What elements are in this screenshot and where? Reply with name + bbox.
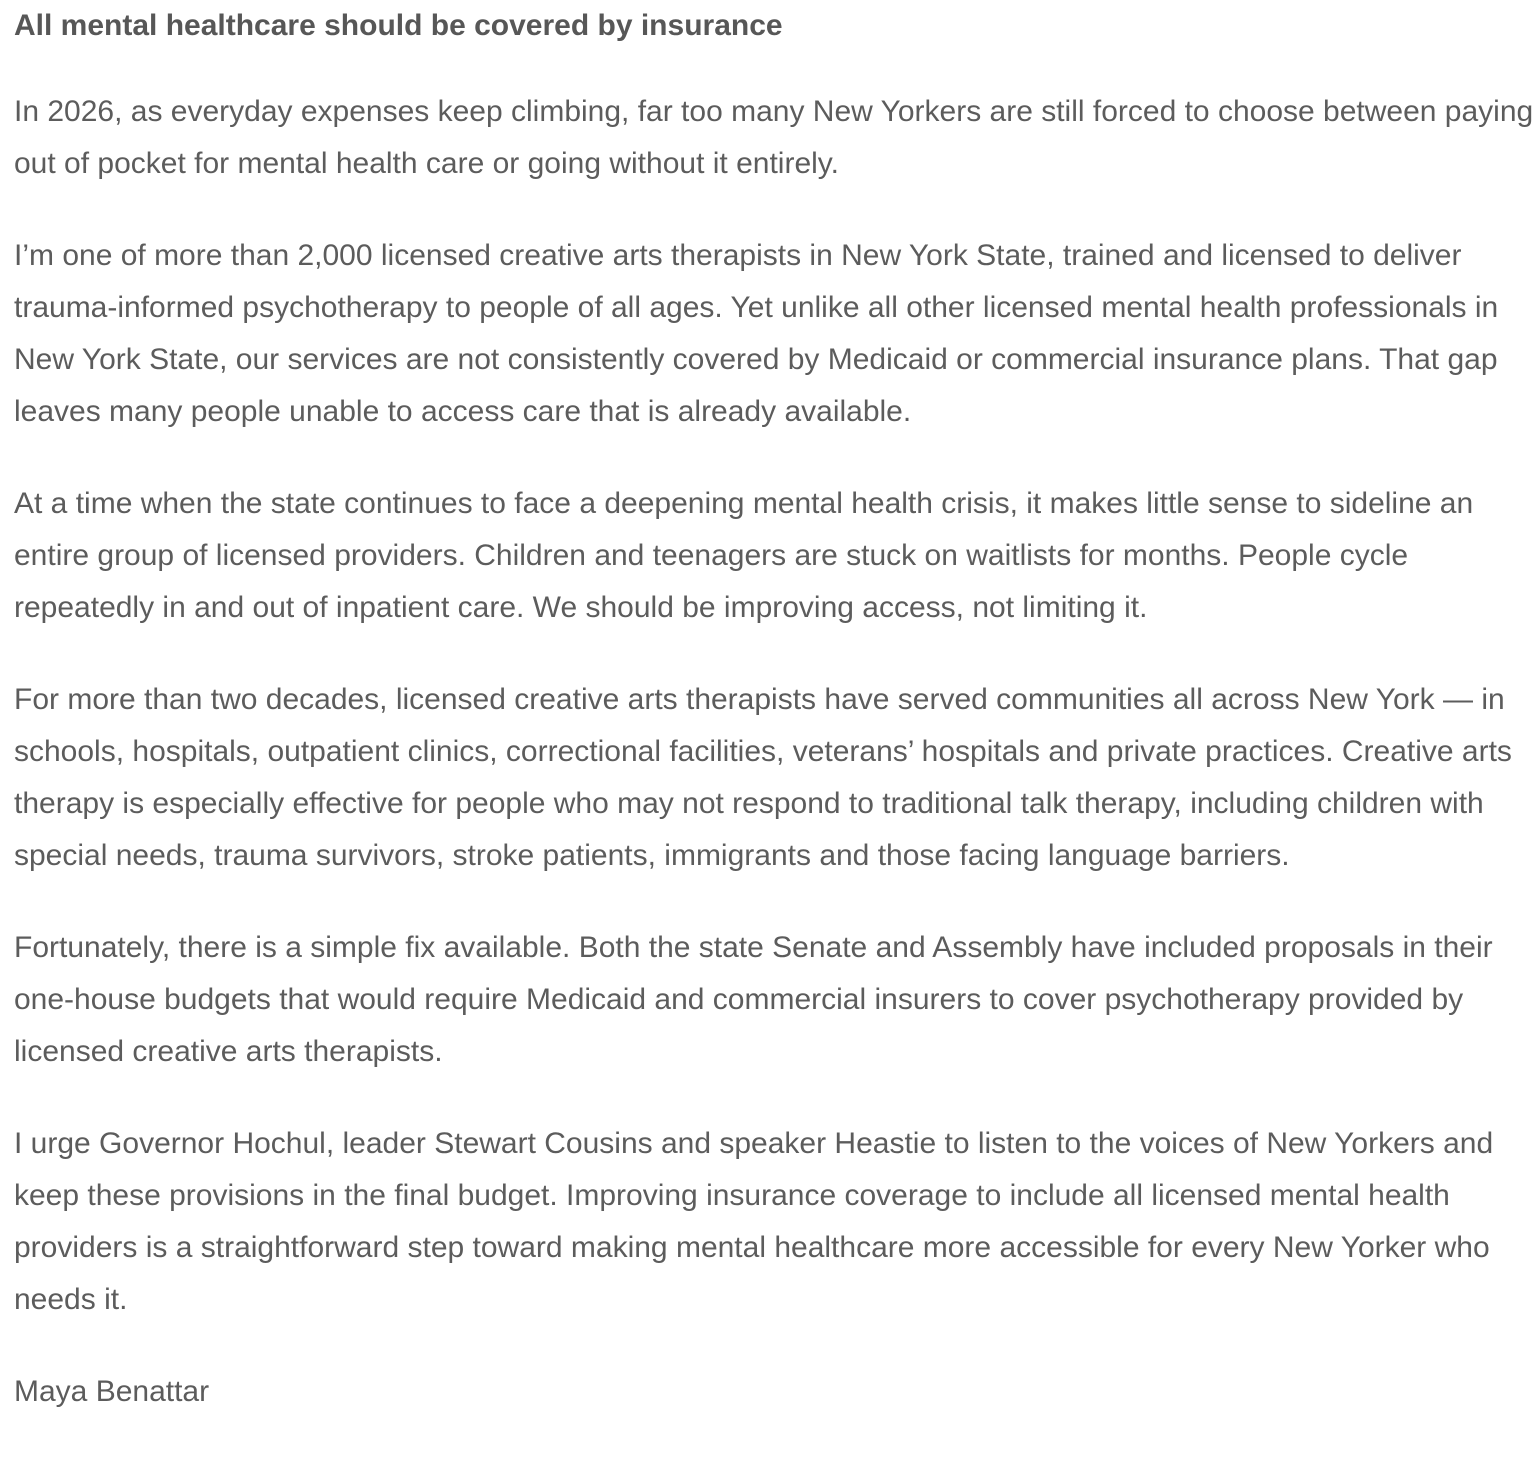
paragraph-6: I urge Governor Hochul, leader Stewart Cousins and speaker Heastie to listen to the voices of New Yorkers and keep these provisions in the final budget. Improving insurance coverage to include all licensed mental health providers is a straightforward step toward making mental healthcare more accessible for every New Yorker who needs it. [14,1127,1494,1316]
paragraph-2: I’m one of more than 2,000 licensed creative arts therapists in New York State, trained and licensed to deliver trauma-informed psychotherapy to people of all ages. Yet unlike all other licensed mental health professionals in New York State, our services are not consistently covered by Medicaid or commercial insurance plans. That gap leaves many people unable to access care that is already available. [14,239,1499,428]
author-signature: Maya Benattar [14,1375,210,1408]
paragraph-3: At a time when the state continues to face a deepening mental health crisis, it makes little sense to sideline an entire group of licensed providers. Children and teenagers are stuck on waitlists for months. People cycle repeatedly in and out of inpatient care. We should be improving access, not limiting it. [14,487,1474,624]
paragraph-1: In 2026, as everyday expenses keep climbing, far too many New Yorkers are still forced to choose between paying out of pocket for mental health care or going without it entirely. [14,95,1534,180]
paragraph-5: Fortunately, there is a simple fix available. Both the state Senate and Assembly have included proposals in their one-house budgets that would require Medicaid and commercial insurers to cover psychotherapy provided by licensed creative arts therapists. [14,931,1493,1068]
paragraph-4: For more than two decades, licensed creative arts therapists have served communities all across New York — in schools, hospitals, outpatient clinics, correctional facilities, veterans’ hospitals and private practices. Creative arts therapy is especially effective for people who may not respond to traditional talk therapy, including children with special needs, trauma survivors, stroke patients, immigrants and those facing language barriers. [14,683,1512,872]
article-title: All mental healthcare should be covered by insurance [14,9,783,42]
